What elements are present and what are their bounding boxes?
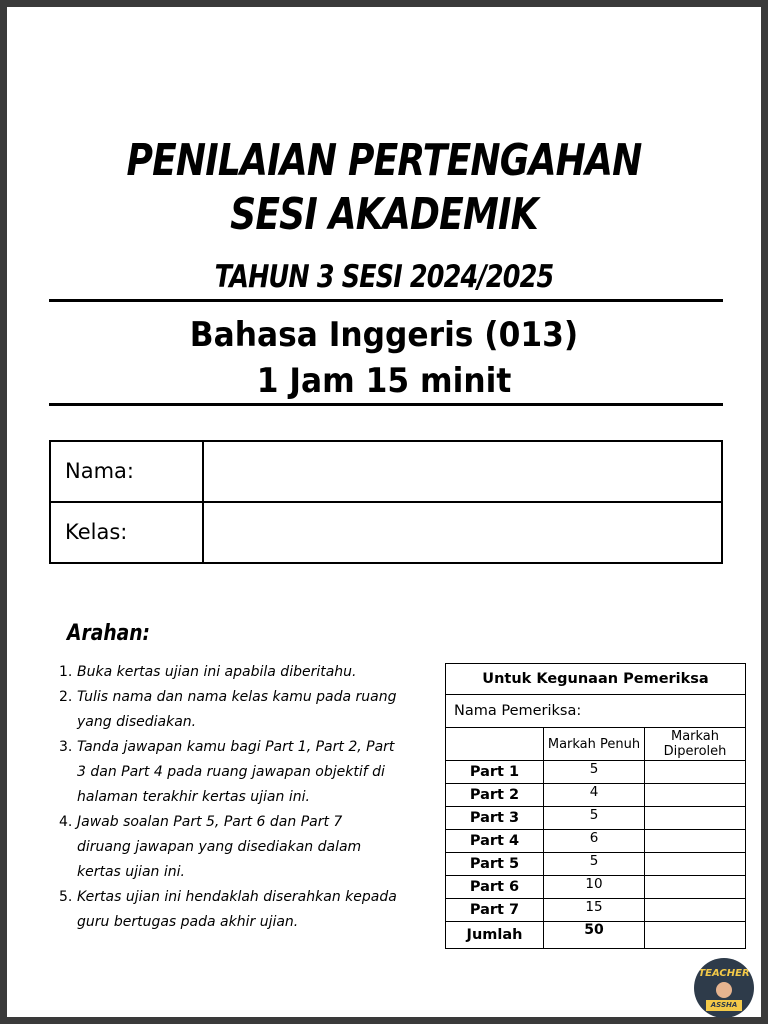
exam-cover-page: [7, 7, 761, 1017]
instruction-number: 1.: [59, 664, 73, 680]
table-row: [446, 784, 746, 807]
full-marks-cell: 5: [544, 761, 645, 784]
teacher-logo: [694, 958, 754, 1018]
total-obtained-cell[interactable]: [645, 922, 746, 949]
student-info-box: [49, 440, 723, 564]
total-row: [446, 922, 746, 949]
part-name: Part 6: [446, 876, 544, 899]
class-label: Kelas:: [65, 520, 128, 544]
obtained-marks-cell[interactable]: [645, 830, 746, 853]
instruction-number: 5.: [59, 889, 73, 905]
examiner-table: [445, 663, 746, 949]
exam-duration: 1 Jam 15 minit: [256, 361, 512, 401]
instruction-item: [59, 885, 399, 935]
subject-name: Bahasa Inggeris (013): [189, 315, 579, 355]
part-name: Part 1: [446, 761, 544, 784]
obtained-marks-cell[interactable]: [645, 899, 746, 922]
part-name: Part 3: [446, 807, 544, 830]
examiner-table-title: Untuk Kegunaan Pemeriksa: [446, 664, 746, 695]
instruction-number: 2.: [59, 689, 73, 705]
obtained-marks-cell[interactable]: [645, 784, 746, 807]
table-row: [446, 853, 746, 876]
student-info-row-divider: [51, 501, 721, 503]
divider-bottom: [49, 403, 723, 406]
part-name: Part 7: [446, 899, 544, 922]
instruction-text: Kertas ujian ini hendaklah diserahkan kepada guru bertugas pada akhir ujian.: [77, 889, 397, 930]
name-label: Nama:: [65, 459, 134, 483]
header-title-line1: PENILAIAN PERTENGAHAN: [126, 135, 642, 186]
full-marks-cell: 5: [544, 807, 645, 830]
instruction-number: 4.: [59, 814, 73, 830]
column-header-full-marks: Markah Penuh: [544, 728, 645, 761]
instruction-text: Tanda jawapan kamu bagi Part 1, Part 2, Part 3 dan Part 4 pada ruang jawapan objektif di halaman terakhir kertas ujian ini.: [77, 739, 395, 805]
header-year-session: TAHUN 3 SESI 2024/2025: [214, 259, 554, 295]
total-label: Jumlah: [446, 922, 544, 949]
instruction-text: Buka kertas ujian ini apabila diberitahu.: [77, 664, 357, 680]
obtained-marks-cell[interactable]: [645, 876, 746, 899]
instruction-item: [59, 810, 399, 885]
logo-avatar-icon: [716, 982, 732, 998]
divider-top: [49, 299, 723, 302]
part-name: Part 4: [446, 830, 544, 853]
header-title-line2: SESI AKADEMIK: [230, 189, 538, 240]
instruction-text: Jawab soalan Part 5, Part 6 dan Part 7 diruang jawapan yang disediakan dalam kertas ujian ini.: [77, 814, 362, 880]
logo-top-text: TEACHER: [698, 968, 750, 979]
instruction-item: [59, 685, 399, 735]
table-row: [446, 761, 746, 784]
examiner-name-label: Nama Pemeriksa:: [446, 695, 746, 728]
part-name: Part 2: [446, 784, 544, 807]
obtained-marks-cell[interactable]: [645, 761, 746, 784]
instruction-item: [59, 735, 399, 810]
table-row: [446, 830, 746, 853]
instruction-item: [59, 660, 399, 685]
full-marks-cell: 15: [544, 899, 645, 922]
column-header-obtained-marks: Markah Diperoleh: [645, 728, 746, 761]
instruction-number: 3.: [59, 739, 73, 755]
full-marks-cell: 10: [544, 876, 645, 899]
part-name: Part 5: [446, 853, 544, 876]
column-header-empty: [446, 728, 544, 761]
obtained-marks-cell[interactable]: [645, 807, 746, 830]
instruction-text: Tulis nama dan nama kelas kamu pada ruang yang disediakan.: [77, 689, 397, 730]
instructions-list: [59, 660, 399, 935]
logo-bottom-text: ASSHA: [706, 1000, 742, 1011]
table-row: [446, 876, 746, 899]
full-marks-cell: 4: [544, 784, 645, 807]
total-full-marks: 50: [544, 922, 645, 949]
table-row: [446, 899, 746, 922]
instructions-title: Arahan:: [67, 621, 151, 646]
full-marks-cell: 5: [544, 853, 645, 876]
obtained-marks-cell[interactable]: [645, 853, 746, 876]
table-row: [446, 807, 746, 830]
full-marks-cell: 6: [544, 830, 645, 853]
